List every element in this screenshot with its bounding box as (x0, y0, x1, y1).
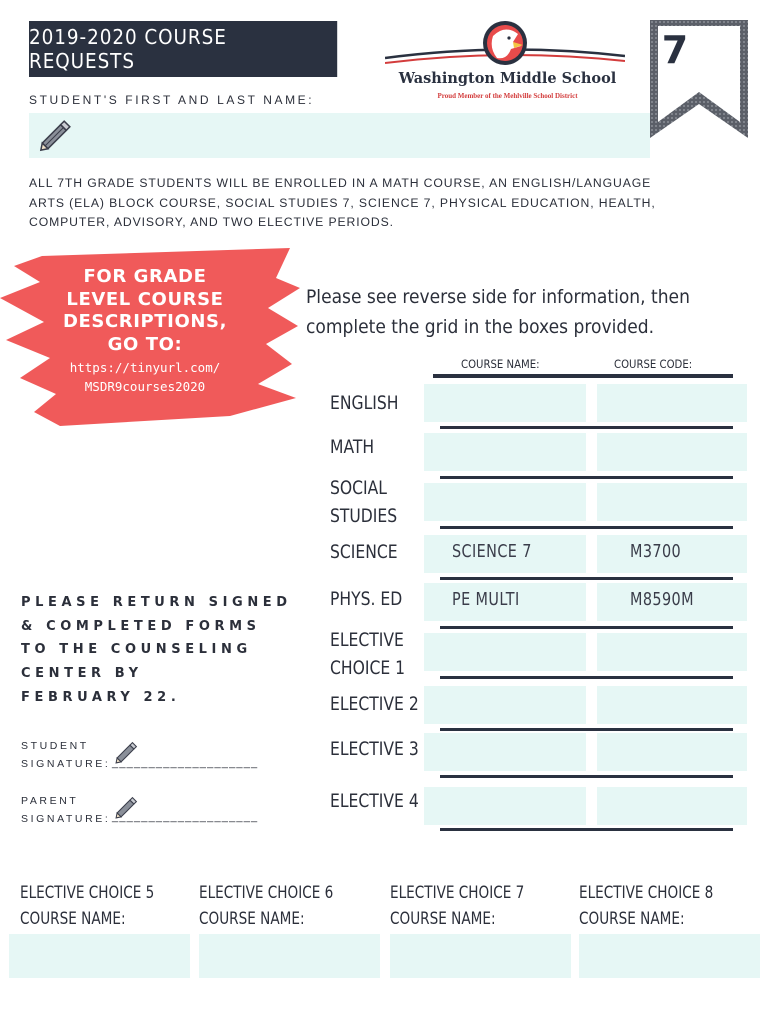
bottom-sub: COURSE NAME: (20, 909, 126, 929)
url-line[interactable]: MSDR9courses2020 (84, 379, 206, 394)
bottom-title: ELECTIVE CHOICE 5 (20, 883, 155, 903)
bottom-title: ELECTIVE CHOICE 6 (199, 883, 334, 903)
name-field-label: STUDENT'S FIRST AND LAST NAME: (29, 93, 315, 107)
parent-signature-label (21, 792, 110, 828)
instruction-line: Please see reverse side for information, then (306, 286, 690, 308)
elective-3-code-input[interactable] (597, 733, 747, 771)
phys-ed-code-value: M8590M (630, 589, 694, 610)
return-line: PLEASE RETURN SIGNED (21, 595, 292, 610)
row-divider (440, 626, 733, 629)
row-divider (440, 526, 733, 529)
row-label-elective-1 (330, 626, 405, 682)
elective-4-code-input[interactable] (597, 787, 747, 825)
row-label-math: MATH (330, 436, 375, 458)
course-desc-link[interactable] (45, 358, 245, 396)
science-code-input[interactable] (597, 535, 747, 573)
callout-line: GO TO: (107, 333, 183, 355)
return-line: FEBRUARY 22. (21, 689, 181, 705)
return-line: CENTER BY (21, 666, 143, 682)
return-instructions (21, 591, 311, 710)
row-label-english: ENGLISH (330, 392, 399, 414)
row-label-phys-ed: PHYS. ED (330, 588, 403, 610)
elective-7-label (390, 880, 524, 932)
english-code-input[interactable] (597, 384, 747, 422)
student-signature-line[interactable]: ____________________ (112, 757, 259, 769)
bottom-sub: COURSE NAME: (390, 909, 496, 929)
sig-label-line: SIGNATURE: (21, 813, 111, 825)
elective-8-course-input[interactable] (579, 934, 760, 978)
science-code-value: M3700 (630, 541, 682, 562)
science-course-value: SCIENCE 7 (452, 541, 532, 562)
school-subtitle: Proud Member of the Mehlville School District (437, 92, 578, 100)
grid-instructions (306, 282, 711, 342)
phys-ed-course-value: PE MULTI (452, 589, 520, 610)
bottom-title: ELECTIVE CHOICE 8 (579, 883, 714, 903)
row-divider (440, 775, 733, 778)
elective-5-label (20, 880, 154, 932)
elective-1-code-input[interactable] (597, 633, 747, 671)
elective-6-label (199, 880, 333, 932)
instruction-line: complete the grid in the boxes provided. (306, 316, 655, 338)
social-studies-course-input[interactable] (424, 483, 586, 521)
callout-line: LEVEL COURSE (66, 288, 224, 310)
return-line: & COMPLETED FORMS (21, 618, 261, 634)
school-name: Washington Middle School (398, 70, 617, 87)
student-name-input[interactable] (29, 113, 650, 158)
bottom-title: ELECTIVE CHOICE 7 (390, 883, 525, 903)
return-line: TO THE COUNSELING (21, 642, 252, 658)
row-label-line: STUDIES (330, 505, 398, 527)
course-desc-callout (45, 266, 245, 356)
math-code-input[interactable] (597, 433, 747, 471)
student-signature-label (21, 737, 110, 773)
elective-6-course-input[interactable] (199, 934, 380, 978)
elective-2-code-input[interactable] (597, 686, 747, 724)
pencil-icon (35, 116, 75, 156)
phys-ed-course-input[interactable] (424, 583, 586, 621)
row-label-line: ELECTIVE (330, 629, 404, 651)
grid-top-rule (433, 374, 733, 378)
row-label-elective-2: ELECTIVE 2 (330, 693, 419, 715)
row-label-elective-3: ELECTIVE 3 (330, 738, 419, 760)
bottom-sub: COURSE NAME: (579, 909, 685, 929)
callout-line: DESCRIPTIONS, (62, 311, 228, 332)
elective-4-course-input[interactable] (424, 787, 586, 825)
math-course-input[interactable] (424, 433, 586, 471)
row-divider (440, 476, 733, 479)
row-label-line: SOCIAL (330, 477, 387, 499)
form-title: 2019-2020 COURSE REQUESTS (29, 21, 337, 77)
row-label-elective-4: ELECTIVE 4 (330, 790, 419, 812)
elective-5-course-input[interactable] (9, 934, 190, 978)
enrollment-intro: ALL 7TH GRADE STUDENTS WILL BE ENROLLED IN A MATH COURSE, AN ENGLISH/LANGUAGE ARTS (ELA) BLOCK COURSE, SOCIAL STUDIES 7, SCIENCE 7, PHYSICAL EDUCATION, HEALTH, COMPUTER, ADVISORY, AND TWO ELECTIVE PERIODS. (29, 176, 656, 229)
url-line[interactable]: https://tinyurl.com/ (69, 360, 221, 375)
sig-label-line: STUDENT (21, 740, 89, 752)
row-divider (440, 828, 733, 831)
sig-label-line: PARENT (21, 795, 79, 807)
elective-7-course-input[interactable] (390, 934, 571, 978)
bottom-sub: COURSE NAME: (199, 909, 305, 929)
row-label-science: SCIENCE (330, 541, 398, 563)
callout-line: FOR GRADE (83, 266, 207, 287)
course-name-header: COURSE NAME: (461, 357, 540, 371)
row-divider (440, 426, 733, 429)
english-course-input[interactable] (424, 384, 586, 422)
row-label-social-studies (330, 474, 397, 530)
elective-8-label (579, 880, 713, 932)
science-course-input[interactable] (424, 535, 586, 573)
phys-ed-code-input[interactable] (597, 583, 747, 621)
elective-2-course-input[interactable] (424, 686, 586, 724)
sig-label-line: SIGNATURE: (21, 758, 111, 770)
grade-number: 7 (661, 28, 689, 72)
row-divider (440, 577, 733, 580)
row-divider (440, 676, 733, 679)
row-divider (440, 728, 733, 731)
course-code-header: COURSE CODE: (614, 357, 693, 371)
row-label-line: CHOICE 1 (330, 657, 406, 679)
elective-3-course-input[interactable] (424, 733, 586, 771)
parent-signature-line[interactable]: ____________________ (112, 811, 259, 823)
social-studies-code-input[interactable] (597, 483, 747, 521)
elective-1-course-input[interactable] (424, 633, 586, 671)
